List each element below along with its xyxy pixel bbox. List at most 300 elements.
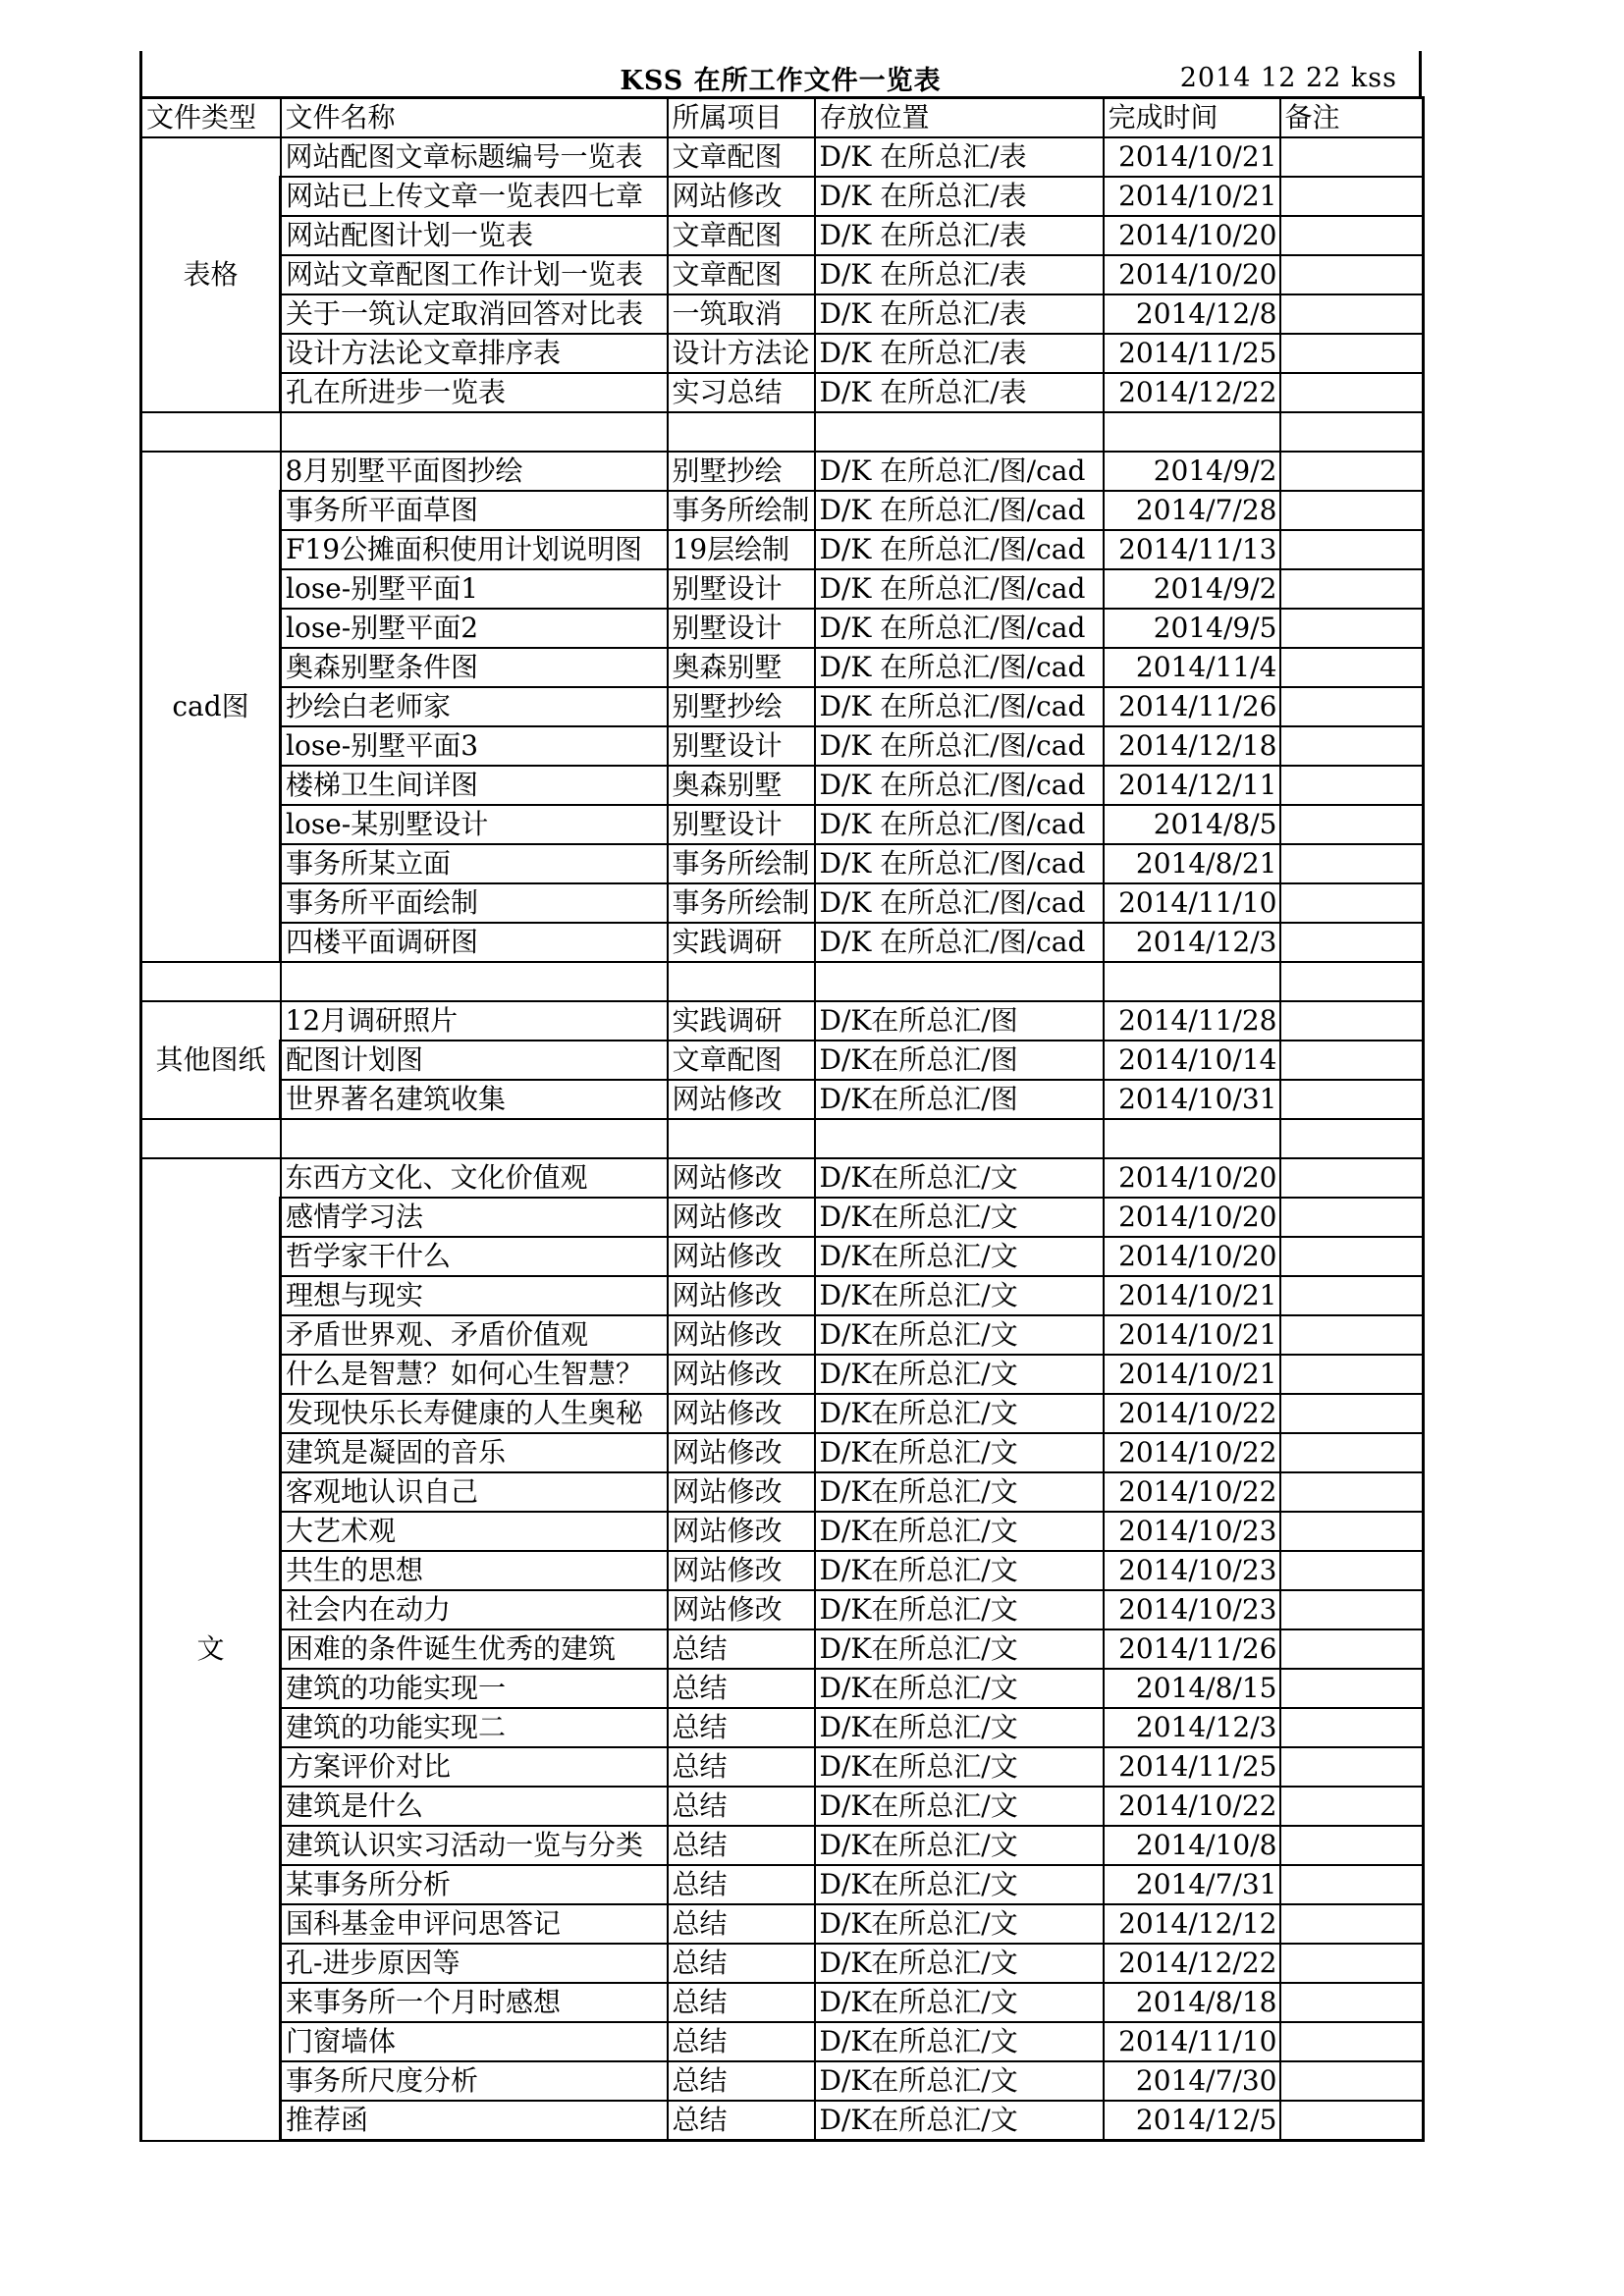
table-row — [141, 2101, 1424, 2141]
file-name-cell: 推荐函 — [281, 2101, 668, 2141]
notes-cell — [1280, 1787, 1424, 1826]
file-name-cell: 方案评价对比 — [281, 1747, 668, 1787]
empty-cell — [281, 1119, 668, 1158]
notes-cell — [1280, 2061, 1424, 2101]
date-cell: 2014/10/22 — [1104, 1394, 1280, 1433]
notes-cell — [1280, 491, 1424, 530]
file-name-cell: 网站配图计划一览表 — [281, 216, 668, 255]
notes-cell — [1280, 1904, 1424, 1944]
table-row — [141, 334, 1424, 373]
project-cell: 总结 — [668, 1826, 815, 1865]
date-cell: 2014/12/18 — [1104, 726, 1280, 766]
location-cell: D/K 在所总汇/图/cad — [815, 452, 1104, 491]
notes-cell — [1280, 805, 1424, 844]
file-type-cell: 文 — [141, 1158, 281, 2141]
project-cell: 网站修改 — [668, 177, 815, 216]
empty-cell — [815, 412, 1104, 452]
file-name-cell: 孔-进步原因等 — [281, 1944, 668, 1983]
project-cell: 实践调研 — [668, 1001, 815, 1041]
location-cell: D/K 在所总汇/图/cad — [815, 569, 1104, 609]
notes-cell — [1280, 1472, 1424, 1512]
project-cell: 总结 — [668, 2061, 815, 2101]
empty-cell — [1104, 962, 1280, 1001]
project-cell: 网站修改 — [668, 1394, 815, 1433]
project-cell: 总结 — [668, 1708, 815, 1747]
date-cell: 2014/10/20 — [1104, 216, 1280, 255]
project-cell: 文章配图 — [668, 255, 815, 294]
file-name-cell: 12月调研照片 — [281, 1001, 668, 1041]
location-cell: D/K在所总汇/文 — [815, 2101, 1104, 2141]
file-name-cell: lose-某别墅设计 — [281, 805, 668, 844]
date-cell: 2014/9/2 — [1104, 569, 1280, 609]
empty-cell — [141, 412, 281, 452]
date-cell: 2014/11/10 — [1104, 2022, 1280, 2061]
table-row — [141, 1276, 1424, 1315]
table-row — [141, 1080, 1424, 1119]
project-cell: 总结 — [668, 1904, 815, 1944]
project-cell: 网站修改 — [668, 1237, 815, 1276]
empty-cell — [1280, 1119, 1424, 1158]
date-cell: 2014/10/22 — [1104, 1433, 1280, 1472]
file-name-cell: 门窗墙体 — [281, 2022, 668, 2061]
empty-cell — [1104, 1119, 1280, 1158]
notes-cell — [1280, 1629, 1424, 1669]
table-row — [141, 1001, 1424, 1041]
table-row — [141, 1551, 1424, 1590]
notes-cell — [1280, 1512, 1424, 1551]
file-name-cell: 建筑认识实习活动一览与分类 — [281, 1826, 668, 1865]
table-row — [141, 1433, 1424, 1472]
notes-cell — [1280, 1708, 1424, 1747]
header-cell-date: 完成时间 — [1104, 98, 1280, 138]
spreadsheet-page — [139, 51, 1422, 2142]
file-name-cell: 理想与现实 — [281, 1276, 668, 1315]
table-row — [141, 530, 1424, 569]
notes-cell — [1280, 1355, 1424, 1394]
notes-cell — [1280, 1669, 1424, 1708]
table-row — [141, 923, 1424, 962]
project-cell: 网站修改 — [668, 1472, 815, 1512]
table-row — [141, 1865, 1424, 1904]
project-cell: 总结 — [668, 1983, 815, 2022]
file-name-cell: 困难的条件诞生优秀的建筑 — [281, 1629, 668, 1669]
date-cell: 2014/12/22 — [1104, 373, 1280, 412]
location-cell: D/K在所总汇/文 — [815, 1512, 1104, 1551]
file-name-cell: 8月别墅平面图抄绘 — [281, 452, 668, 491]
project-cell: 网站修改 — [668, 1158, 815, 1198]
notes-cell — [1280, 294, 1424, 334]
location-cell: D/K在所总汇/文 — [815, 1315, 1104, 1355]
date-cell: 2014/12/12 — [1104, 1904, 1280, 1944]
table-row — [141, 648, 1424, 687]
header-row — [141, 98, 1424, 138]
location-cell: D/K在所总汇/文 — [815, 1158, 1104, 1198]
location-cell: D/K在所总汇/文 — [815, 1826, 1104, 1865]
table-row — [141, 1787, 1424, 1826]
project-cell: 实践调研 — [668, 923, 815, 962]
table-body — [141, 98, 1424, 2141]
location-cell: D/K在所总汇/文 — [815, 1394, 1104, 1433]
location-cell: D/K在所总汇/文 — [815, 1198, 1104, 1237]
project-cell: 总结 — [668, 1747, 815, 1787]
project-cell: 网站修改 — [668, 1080, 815, 1119]
location-cell: D/K 在所总汇/图/cad — [815, 766, 1104, 805]
date-cell: 2014/11/25 — [1104, 334, 1280, 373]
title-bar — [139, 51, 1422, 96]
file-name-cell: 抄绘白老师家 — [281, 687, 668, 726]
location-cell: D/K在所总汇/文 — [815, 1983, 1104, 2022]
file-name-cell: lose-别墅平面1 — [281, 569, 668, 609]
date-cell: 2014/10/20 — [1104, 1198, 1280, 1237]
date-cell: 2014/10/21 — [1104, 1355, 1280, 1394]
location-cell: D/K在所总汇/文 — [815, 2022, 1104, 2061]
date-cell: 2014/10/20 — [1104, 255, 1280, 294]
location-cell: D/K 在所总汇/图/cad — [815, 687, 1104, 726]
file-name-cell: 社会内在动力 — [281, 1590, 668, 1629]
location-cell: D/K在所总汇/文 — [815, 1433, 1104, 1472]
notes-cell — [1280, 1590, 1424, 1629]
notes-cell — [1280, 2101, 1424, 2141]
file-name-cell: lose-别墅平面3 — [281, 726, 668, 766]
project-cell: 文章配图 — [668, 216, 815, 255]
date-cell: 2014/10/22 — [1104, 1472, 1280, 1512]
table-row — [141, 1590, 1424, 1629]
notes-cell — [1280, 1315, 1424, 1355]
file-name-cell: 事务所尺度分析 — [281, 2061, 668, 2101]
location-cell: D/K在所总汇/图 — [815, 1041, 1104, 1080]
project-cell: 总结 — [668, 1669, 815, 1708]
project-cell: 事务所绘制 — [668, 844, 815, 883]
file-name-cell: 来事务所一个月时感想 — [281, 1983, 668, 2022]
project-cell: 一筑取消 — [668, 294, 815, 334]
date-cell: 2014/11/4 — [1104, 648, 1280, 687]
date-cell: 2014/10/23 — [1104, 1551, 1280, 1590]
file-name-cell: 设计方法论文章排序表 — [281, 334, 668, 373]
date-cell: 2014/11/26 — [1104, 1629, 1280, 1669]
table-row — [141, 1315, 1424, 1355]
project-cell: 总结 — [668, 1787, 815, 1826]
empty-cell — [668, 412, 815, 452]
file-name-cell: 大艺术观 — [281, 1512, 668, 1551]
project-cell: 网站修改 — [668, 1512, 815, 1551]
location-cell: D/K 在所总汇/图/cad — [815, 883, 1104, 923]
table-row — [141, 844, 1424, 883]
file-name-cell: 世界著名建筑收集 — [281, 1080, 668, 1119]
table-row — [141, 883, 1424, 923]
table-row — [141, 1747, 1424, 1787]
date-cell: 2014/11/13 — [1104, 530, 1280, 569]
table-row — [141, 1237, 1424, 1276]
empty-cell — [1280, 412, 1424, 452]
date-cell: 2014/9/2 — [1104, 452, 1280, 491]
project-cell: 总结 — [668, 1629, 815, 1669]
date-cell: 2014/11/26 — [1104, 687, 1280, 726]
empty-cell — [141, 1119, 281, 1158]
notes-cell — [1280, 1826, 1424, 1865]
file-type-cell: cad图 — [141, 452, 281, 962]
location-cell: D/K 在所总汇/表 — [815, 294, 1104, 334]
project-cell: 总结 — [668, 1944, 815, 1983]
date-cell: 2014/11/25 — [1104, 1747, 1280, 1787]
location-cell: D/K在所总汇/文 — [815, 1787, 1104, 1826]
date-cell: 2014/7/31 — [1104, 1865, 1280, 1904]
file-name-cell: 某事务所分析 — [281, 1865, 668, 1904]
date-cell: 2014/7/28 — [1104, 491, 1280, 530]
table-row — [141, 1355, 1424, 1394]
file-name-cell: 共生的思想 — [281, 1551, 668, 1590]
project-cell: 别墅设计 — [668, 726, 815, 766]
file-name-cell: 网站文章配图工作计划一览表 — [281, 255, 668, 294]
spacer-row — [141, 962, 1424, 1001]
date-cell: 2014/10/21 — [1104, 137, 1280, 177]
location-cell: D/K在所总汇/文 — [815, 1708, 1104, 1747]
project-cell: 总结 — [668, 1865, 815, 1904]
location-cell: D/K在所总汇/文 — [815, 1472, 1104, 1512]
project-cell: 事务所绘制 — [668, 883, 815, 923]
project-cell: 别墅抄绘 — [668, 452, 815, 491]
table-row — [141, 1629, 1424, 1669]
table-row — [141, 687, 1424, 726]
table-row — [141, 177, 1424, 216]
file-name-cell: 网站配图文章标题编号一览表 — [281, 137, 668, 177]
table-row — [141, 373, 1424, 412]
notes-cell — [1280, 137, 1424, 177]
empty-cell — [668, 962, 815, 1001]
empty-cell — [815, 1119, 1104, 1158]
location-cell: D/K在所总汇/文 — [815, 1904, 1104, 1944]
file-name-cell: 客观地认识自己 — [281, 1472, 668, 1512]
notes-cell — [1280, 1198, 1424, 1237]
date-cell: 2014/11/28 — [1104, 1001, 1280, 1041]
location-cell: D/K 在所总汇/图/cad — [815, 530, 1104, 569]
project-cell: 网站修改 — [668, 1276, 815, 1315]
empty-cell — [281, 412, 668, 452]
date-cell: 2014/12/8 — [1104, 294, 1280, 334]
table-row — [141, 726, 1424, 766]
notes-cell — [1280, 1001, 1424, 1041]
file-name-cell: 事务所某立面 — [281, 844, 668, 883]
file-type-cell: 其他图纸 — [141, 1001, 281, 1119]
notes-cell — [1280, 373, 1424, 412]
empty-cell — [1280, 962, 1424, 1001]
notes-cell — [1280, 216, 1424, 255]
table-row — [141, 1944, 1424, 1983]
project-cell: 19层绘制 — [668, 530, 815, 569]
notes-cell — [1280, 452, 1424, 491]
file-name-cell: 感情学习法 — [281, 1198, 668, 1237]
notes-cell — [1280, 1865, 1424, 1904]
table-row — [141, 1904, 1424, 1944]
location-cell: D/K在所总汇/文 — [815, 1276, 1104, 1315]
file-name-cell: lose-别墅平面2 — [281, 609, 668, 648]
notes-cell — [1280, 883, 1424, 923]
file-name-cell: F19公摊面积使用计划说明图 — [281, 530, 668, 569]
empty-cell — [1104, 412, 1280, 452]
date-cell: 2014/10/14 — [1104, 1041, 1280, 1080]
table-row — [141, 609, 1424, 648]
location-cell: D/K在所总汇/文 — [815, 1865, 1104, 1904]
notes-cell — [1280, 648, 1424, 687]
spacer-row — [141, 1119, 1424, 1158]
file-name-cell: 国科基金申评问思答记 — [281, 1904, 668, 1944]
date-cell: 2014/10/8 — [1104, 1826, 1280, 1865]
date-cell: 2014/12/3 — [1104, 923, 1280, 962]
project-cell: 别墅设计 — [668, 805, 815, 844]
date-cell: 2014/9/5 — [1104, 609, 1280, 648]
date-cell: 2014/8/15 — [1104, 1669, 1280, 1708]
file-name-cell: 建筑是凝固的音乐 — [281, 1433, 668, 1472]
location-cell: D/K 在所总汇/表 — [815, 137, 1104, 177]
location-cell: D/K在所总汇/文 — [815, 1237, 1104, 1276]
project-cell: 设计方法论 — [668, 334, 815, 373]
date-cell: 2014/8/5 — [1104, 805, 1280, 844]
date-cell: 2014/12/3 — [1104, 1708, 1280, 1747]
file-name-cell: 事务所平面绘制 — [281, 883, 668, 923]
file-type-cell: 表格 — [141, 137, 281, 412]
notes-cell — [1280, 1433, 1424, 1472]
location-cell: D/K 在所总汇/图/cad — [815, 609, 1104, 648]
project-cell: 文章配图 — [668, 137, 815, 177]
location-cell: D/K 在所总汇/表 — [815, 373, 1104, 412]
date-cell: 2014/8/21 — [1104, 844, 1280, 883]
date-cell: 2014/10/22 — [1104, 1787, 1280, 1826]
notes-cell — [1280, 1041, 1424, 1080]
location-cell: D/K在所总汇/文 — [815, 1551, 1104, 1590]
project-cell: 网站修改 — [668, 1590, 815, 1629]
table-row — [141, 137, 1424, 177]
table-row — [141, 216, 1424, 255]
table-row — [141, 1198, 1424, 1237]
notes-cell — [1280, 1983, 1424, 2022]
notes-cell — [1280, 1394, 1424, 1433]
file-name-cell: 楼梯卫生间详图 — [281, 766, 668, 805]
project-cell: 网站修改 — [668, 1551, 815, 1590]
header-cell-notes: 备注 — [1280, 98, 1424, 138]
notes-cell — [1280, 1237, 1424, 1276]
notes-cell — [1280, 530, 1424, 569]
table-row — [141, 1158, 1424, 1198]
location-cell: D/K在所总汇/图 — [815, 1080, 1104, 1119]
file-name-cell: 事务所平面草图 — [281, 491, 668, 530]
project-cell: 事务所绘制 — [668, 491, 815, 530]
empty-cell — [815, 962, 1104, 1001]
file-name-cell: 网站已上传文章一览表四七章 — [281, 177, 668, 216]
location-cell: D/K在所总汇/文 — [815, 1944, 1104, 1983]
file-name-cell: 发现快乐长寿健康的人生奥秘 — [281, 1394, 668, 1433]
location-cell: D/K 在所总汇/表 — [815, 177, 1104, 216]
notes-cell — [1280, 726, 1424, 766]
project-cell: 别墅设计 — [668, 569, 815, 609]
project-cell: 网站修改 — [668, 1355, 815, 1394]
table-row — [141, 766, 1424, 805]
table-row — [141, 1826, 1424, 1865]
file-name-cell: 什么是智慧？如何心生智慧？ — [281, 1355, 668, 1394]
project-cell: 网站修改 — [668, 1315, 815, 1355]
notes-cell — [1280, 1747, 1424, 1787]
table-row — [141, 569, 1424, 609]
empty-cell — [281, 962, 668, 1001]
project-cell: 文章配图 — [668, 1041, 815, 1080]
date-cell: 2014/12/22 — [1104, 1944, 1280, 1983]
header-cell-name: 文件名称 — [281, 98, 668, 138]
sheet-title: KSS 在所工作文件一览表 — [620, 66, 942, 96]
file-name-cell: 奥森别墅条件图 — [281, 648, 668, 687]
header-cell-type: 文件类型 — [141, 98, 281, 138]
notes-cell — [1280, 1944, 1424, 1983]
table-row — [141, 1708, 1424, 1747]
location-cell: D/K 在所总汇/表 — [815, 216, 1104, 255]
date-cell: 2014/10/20 — [1104, 1237, 1280, 1276]
project-cell: 总结 — [668, 2022, 815, 2061]
date-cell: 2014/10/21 — [1104, 177, 1280, 216]
header-cell-project: 所属项目 — [668, 98, 815, 138]
file-table — [139, 96, 1425, 2142]
location-cell: D/K在所总汇/文 — [815, 1355, 1104, 1394]
project-cell: 别墅设计 — [668, 609, 815, 648]
notes-cell — [1280, 766, 1424, 805]
file-name-cell: 哲学家干什么 — [281, 1237, 668, 1276]
date-cell: 2014/12/5 — [1104, 2101, 1280, 2141]
date-cell: 2014/11/10 — [1104, 883, 1280, 923]
header-cell-location: 存放位置 — [815, 98, 1104, 138]
notes-cell — [1280, 334, 1424, 373]
table-row — [141, 2061, 1424, 2101]
table-row — [141, 1669, 1424, 1708]
date-cell: 2014/7/30 — [1104, 2061, 1280, 2101]
date-cell: 2014/12/11 — [1104, 766, 1280, 805]
project-cell: 奥森别墅 — [668, 648, 815, 687]
notes-cell — [1280, 569, 1424, 609]
location-cell: D/K 在所总汇/图/cad — [815, 726, 1104, 766]
location-cell: D/K在所总汇/文 — [815, 1629, 1104, 1669]
file-name-cell: 建筑的功能实现一 — [281, 1669, 668, 1708]
project-cell: 总结 — [668, 2101, 815, 2141]
project-cell: 网站修改 — [668, 1433, 815, 1472]
notes-cell — [1280, 177, 1424, 216]
date-cell: 2014/10/23 — [1104, 1590, 1280, 1629]
file-name-cell: 四楼平面调研图 — [281, 923, 668, 962]
location-cell: D/K在所总汇/文 — [815, 1669, 1104, 1708]
notes-cell — [1280, 687, 1424, 726]
notes-cell — [1280, 1158, 1424, 1198]
notes-cell — [1280, 1551, 1424, 1590]
table-row — [141, 255, 1424, 294]
file-name-cell: 配图计划图 — [281, 1041, 668, 1080]
file-name-cell: 建筑的功能实现二 — [281, 1708, 668, 1747]
location-cell: D/K 在所总汇/图/cad — [815, 923, 1104, 962]
date-cell: 2014/10/21 — [1104, 1315, 1280, 1355]
empty-cell — [141, 962, 281, 1001]
notes-cell — [1280, 844, 1424, 883]
project-cell: 奥森别墅 — [668, 766, 815, 805]
table-row — [141, 1472, 1424, 1512]
table-row — [141, 491, 1424, 530]
table-row — [141, 1394, 1424, 1433]
notes-cell — [1280, 923, 1424, 962]
location-cell: D/K在所总汇/图 — [815, 1001, 1104, 1041]
table-row — [141, 1983, 1424, 2022]
project-cell: 别墅抄绘 — [668, 687, 815, 726]
date-cell: 2014/10/31 — [1104, 1080, 1280, 1119]
date-cell: 2014/10/21 — [1104, 1276, 1280, 1315]
notes-cell — [1280, 609, 1424, 648]
file-name-cell: 建筑是什么 — [281, 1787, 668, 1826]
date-cell: 2014/10/20 — [1104, 1158, 1280, 1198]
location-cell: D/K在所总汇/文 — [815, 1590, 1104, 1629]
location-cell: D/K 在所总汇/图/cad — [815, 491, 1104, 530]
file-name-cell: 孔在所进步一览表 — [281, 373, 668, 412]
notes-cell — [1280, 1276, 1424, 1315]
